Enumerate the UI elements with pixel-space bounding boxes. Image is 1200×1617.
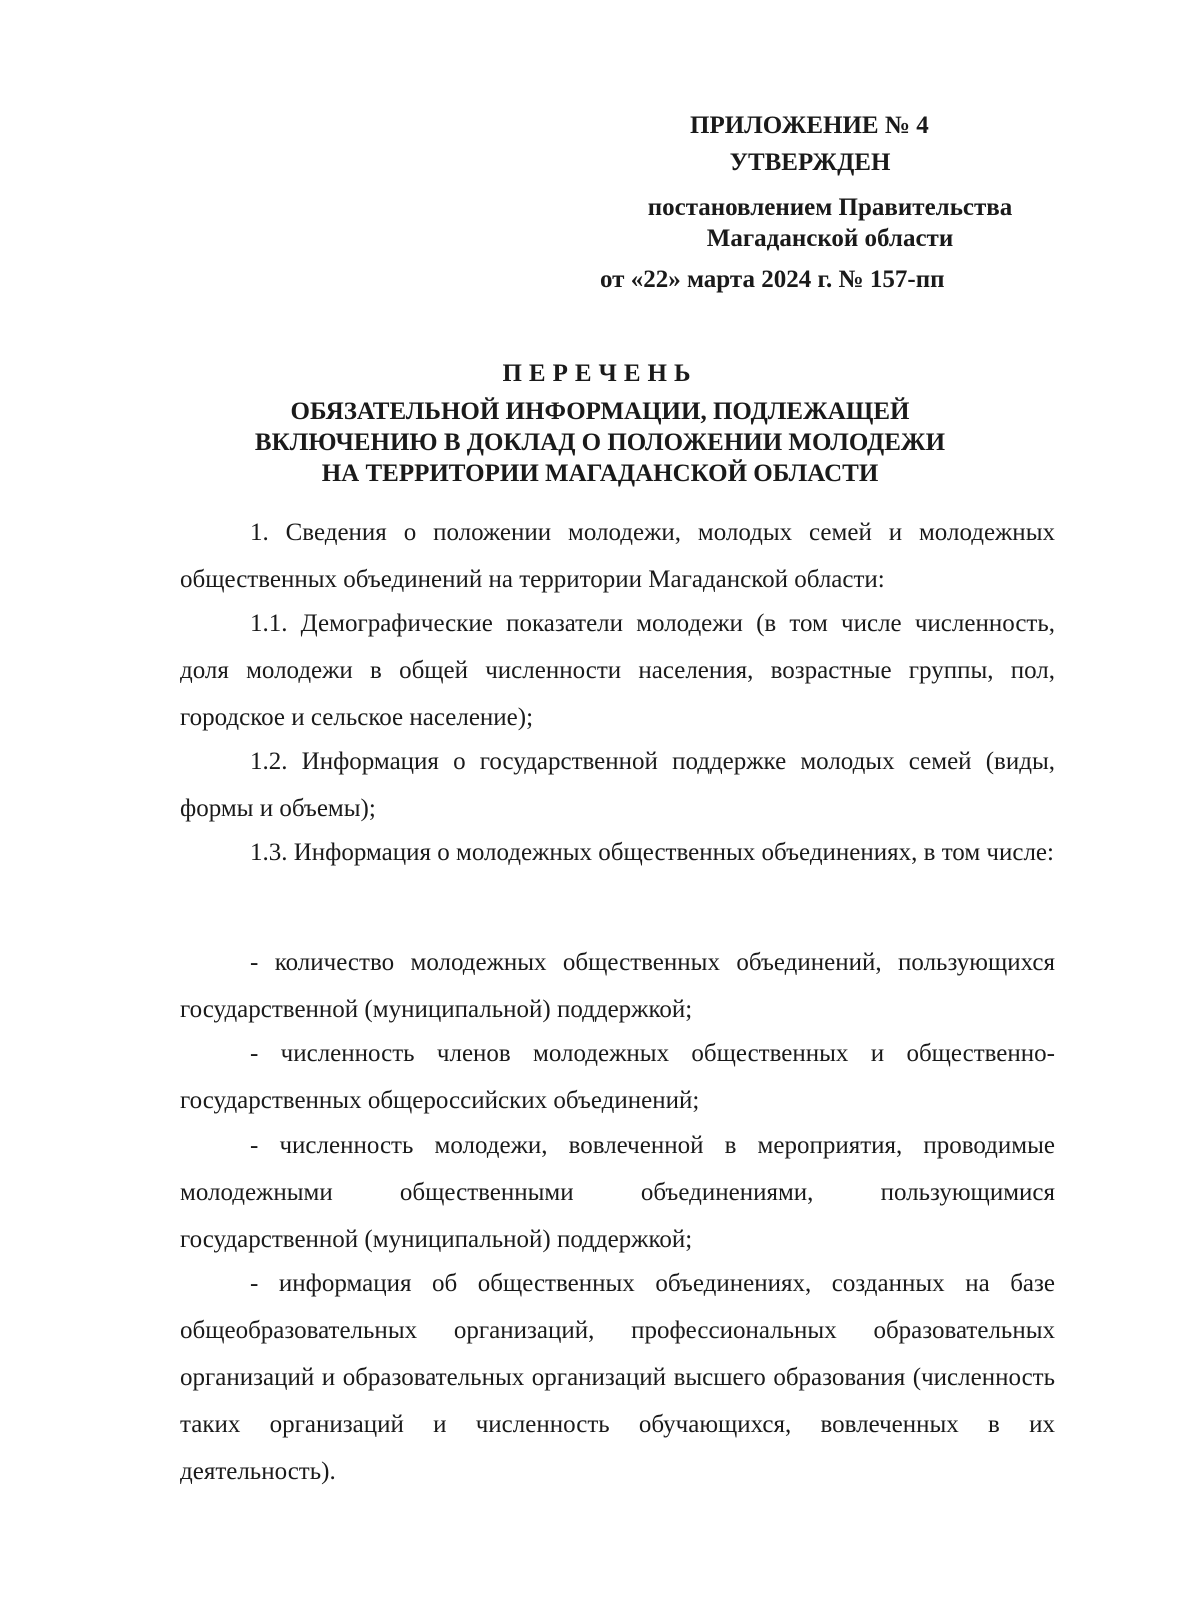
paragraph-1: 1. Сведения о положении молодежи, молодых семей и молодежных общественных объединений на территории Магаданской области: <box>180 519 1055 593</box>
decree-line-1: постановлением Правительства <box>647 194 1013 221</box>
subtitle-line-2: ВКЛЮЧЕНИЮ В ДОКЛАД О ПОЛОЖЕНИИ МОЛОДЕЖИ <box>254 429 946 456</box>
decree-line-2: Магаданской области <box>706 225 954 252</box>
document-title: ПЕРЕЧЕНЬ <box>502 360 698 387</box>
decree-reference <box>620 192 1040 254</box>
approved-label: УТВЕРЖДЕН <box>729 149 891 176</box>
subtitle-line-3: НА ТЕРРИТОРИИ МАГАДАНСКОЙ ОБЛАСТИ <box>321 460 879 487</box>
decree-date: от «22» марта 2024 г. № 157-пп <box>600 266 945 293</box>
subtitle-line-1: ОБЯЗАТЕЛЬНОЙ ИНФОРМАЦИИ, ПОДЛЕЖАЩЕЙ <box>290 398 910 425</box>
bullet-3: - численность молодежи, вовлеченной в мероприятия, проводимые молодежными общественными объединениями, пользующимися государственной (муниципальной) поддержкой; <box>180 1132 1055 1253</box>
paragraph-1-1: 1.1. Демографические показатели молодежи (в том числе численность, доля молодежи в общей численности населения, возрастные группы, пол, городское и сельское население); <box>180 610 1055 731</box>
bullet-1: - количество молодежных общественных объединений, пользующихся государственной (муниципальной) поддержкой; <box>180 949 1055 1023</box>
paragraph-1-2: 1.2. Информация о государственной поддержке молодых семей (виды, формы и объемы); <box>180 748 1055 822</box>
paragraph-1-3: 1.3. Информация о молодежных общественных объединениях, в том числе: <box>250 839 1054 866</box>
document-subtitle <box>0 396 1200 489</box>
bullet-4: - информация об общественных объединениях, созданных на базе общеобразовательных организаций, профессиональных образовательных организаций и образовательных организаций высшего образования (численность таких организаций и численность обучающихся, вовлеченных в их деятельность). <box>180 1270 1055 1485</box>
appendix-number: ПРИЛОЖЕНИЕ № 4 <box>690 112 929 139</box>
bullet-2: - численность членов молодежных общественных и общественно-государственных общероссийских объединений; <box>180 1040 1055 1114</box>
